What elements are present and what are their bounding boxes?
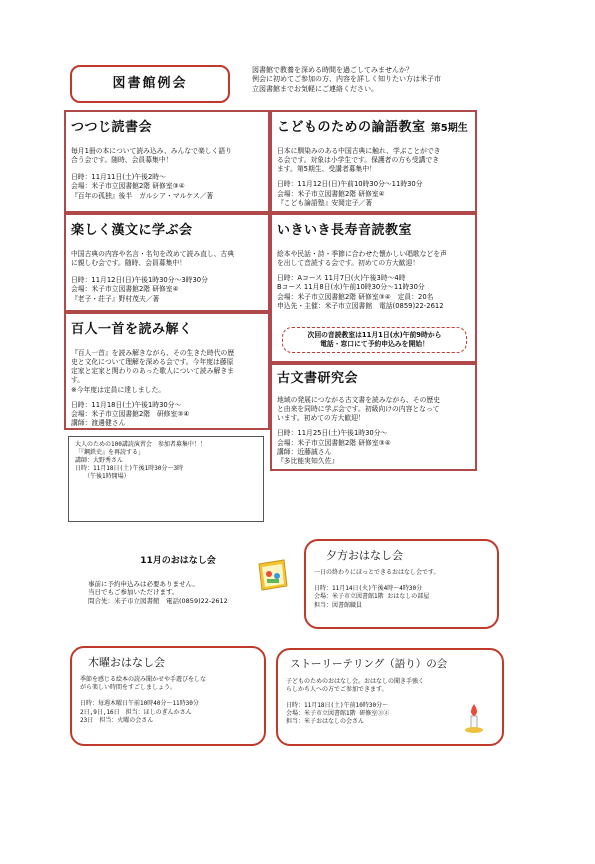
club-desc: 毎月1冊の本について読み込み、みんなで楽しく語り 合う会です。随時、会員募集中！ [71, 146, 232, 165]
club-card-hyakunin [64, 312, 270, 430]
candle-illustration [462, 702, 486, 736]
club-title: 百人一首を読み解く [71, 322, 193, 337]
club-info: 日時：11月25日(土)午後1時30分～ 会場：米子市立図書館2階 研修室③④ 講師：近藤誠さん 『多比能実知久佐』 [277, 429, 391, 465]
story-title: ストーリーテリング（語り）の会 [290, 658, 448, 670]
story-info: 日時：11月18日(土)午前10時30分～ 会場：米子市立図書館1階 研修室③④ 担当：米子おはなしの会さん [286, 701, 390, 726]
yugata-title: 夕方おはなし会 [326, 549, 403, 562]
club-info: 日時：11月11日(土)午後2時～ 会場：米子市立図書館2階 研修室③④ 『百年の孤独』後半 ガルシア・マルケス／著 [71, 173, 214, 200]
club-desc: 地域の発展につながる古文書を読みながら、その歴史 と由来を同時に学ぶ会です。初級向けの内容となって います。初めての方大歓迎！ [277, 395, 440, 423]
mokuyo-desc: 季節を感じる絵本の読み聞かせや手遊びをしな がら楽しい時間をすごしましょう。 [80, 676, 207, 692]
yugata-info: 日時：11月14日(火)午後4時～4時30分 会場：米子市立図書館1階 おはなしの部屋 担当：図書館職員 [314, 585, 430, 609]
mokuyo-info: 日時：毎週木曜日午前10時40分～11時30分 2日,9日,16日 担当：ほしのぎんかさん 23日 担当：火曜の会さん [80, 700, 199, 724]
club-card-ondoku [270, 213, 477, 363]
club-desc: 絵本や民話・詩・季節に合わせた懐かしい唱歌などを声 を出して音読する会です。初めての方大歓迎！ [277, 249, 447, 268]
club-info: 日時：11月12日(日)午後1時30分～3時30分 会場：米子市立図書館2階 研修室④ 『老子・荘子』野村茂夫／著 [71, 276, 208, 303]
ohanashi-text: 事前に予約申込みは必要ありません。 当日でもご参加いただけます。 問合先：米子市立図書館 電話(0859)22-2612 [88, 579, 228, 606]
club-title: 古文書研究会 [277, 371, 359, 386]
ohanashi-title: 11月のおはなし会 [140, 556, 216, 566]
club-title: いきいき長寿音読教室 [277, 223, 413, 238]
club-info: 日時：11月18日(土)午後1時30分～ 会場：米子市立図書館2階 研修室③④ 講師：渡邊健さん [71, 400, 190, 428]
header-intro: 図書館で教養を深める時間を過ごしてみませんか？ 例会に初めてご参加の方、内容を詳しく知りたい方は米子市 立図書館までお気軽にご連絡ください。 [252, 66, 441, 93]
club-info: 日時：11月12日(日)午前10時30分～11時30分 会場：米子市立図書館2階 研修室④ 『こども論語塾』安岡定子／著 [277, 180, 423, 207]
yugata-desc: 一日の終わりにほっとできるおはなし会です。 [314, 569, 440, 577]
header-title-frame [70, 65, 230, 103]
club-title: 楽しく漢文に学ぶ会 [71, 223, 193, 238]
club-desc: 『百人一首』を読み解きながら、その生きた時代の歴 史と文化について理解を深める会です。今年度は藤原 定家と定家と関わりのあった歌人について読み解きま す。 ※今年度は定員に達しました。 [71, 348, 235, 394]
book-illustration [256, 558, 290, 592]
ohanashi-section [88, 556, 268, 606]
club-card-kanbun [64, 213, 270, 312]
mokuyo-title: 木曜おはなし会 [88, 656, 165, 669]
club-desc: 中国古典の内容や名言・名句を改めて読み直し、古典 に親しむ会です。随時、会員募集中！ [71, 249, 235, 268]
club-title-suffix: 第5期生 [430, 123, 468, 134]
ondoku-note: 次回の音読教室は11月1日(水)午前9時から 電話・窓口にて予約申込みを開始！ [282, 327, 467, 353]
yugata-box [304, 539, 499, 629]
club-info: 日時：Aコース 11月7日(火)午後3時～4時 Bコース 11月8日(水)午前10時30分～11時30分 会場：米子市立図書館2階 研修室③④ 定員：20名 申込先・主催：米子市立図書館 電話(0859)22-2612 [277, 274, 444, 310]
story-desc: 子どものためのおはなし会。おはなしの聞き手強く らしかち人への方でご参加できます。 [286, 677, 425, 693]
page-title: 図書館例会 [112, 75, 188, 91]
club-title: つつじ読書会 [71, 120, 153, 135]
story-box [276, 648, 504, 746]
club-card-rongo [270, 110, 477, 213]
club-title: こどものための論語教室 [277, 120, 426, 135]
club-desc: 日本に馴染みのある中国古典に触れ、学ぶことができ る会です。対象は小学生です。保護者の方も受講でき ます。第5期生、受講者募集中！ [277, 146, 441, 174]
club-card-tsutsuji [64, 110, 270, 213]
club-title-row [277, 120, 470, 137]
memo-note: 大人のための100講読演習会 参加者募集中！！ 「『鋼鉄史』を再読する」 講師：大野秀さん 日時：11月18日(土)午後1時30分～3時 （午後1時開場） [68, 436, 264, 522]
mokuyo-box [70, 646, 266, 746]
club-card-komonjo [270, 363, 477, 471]
